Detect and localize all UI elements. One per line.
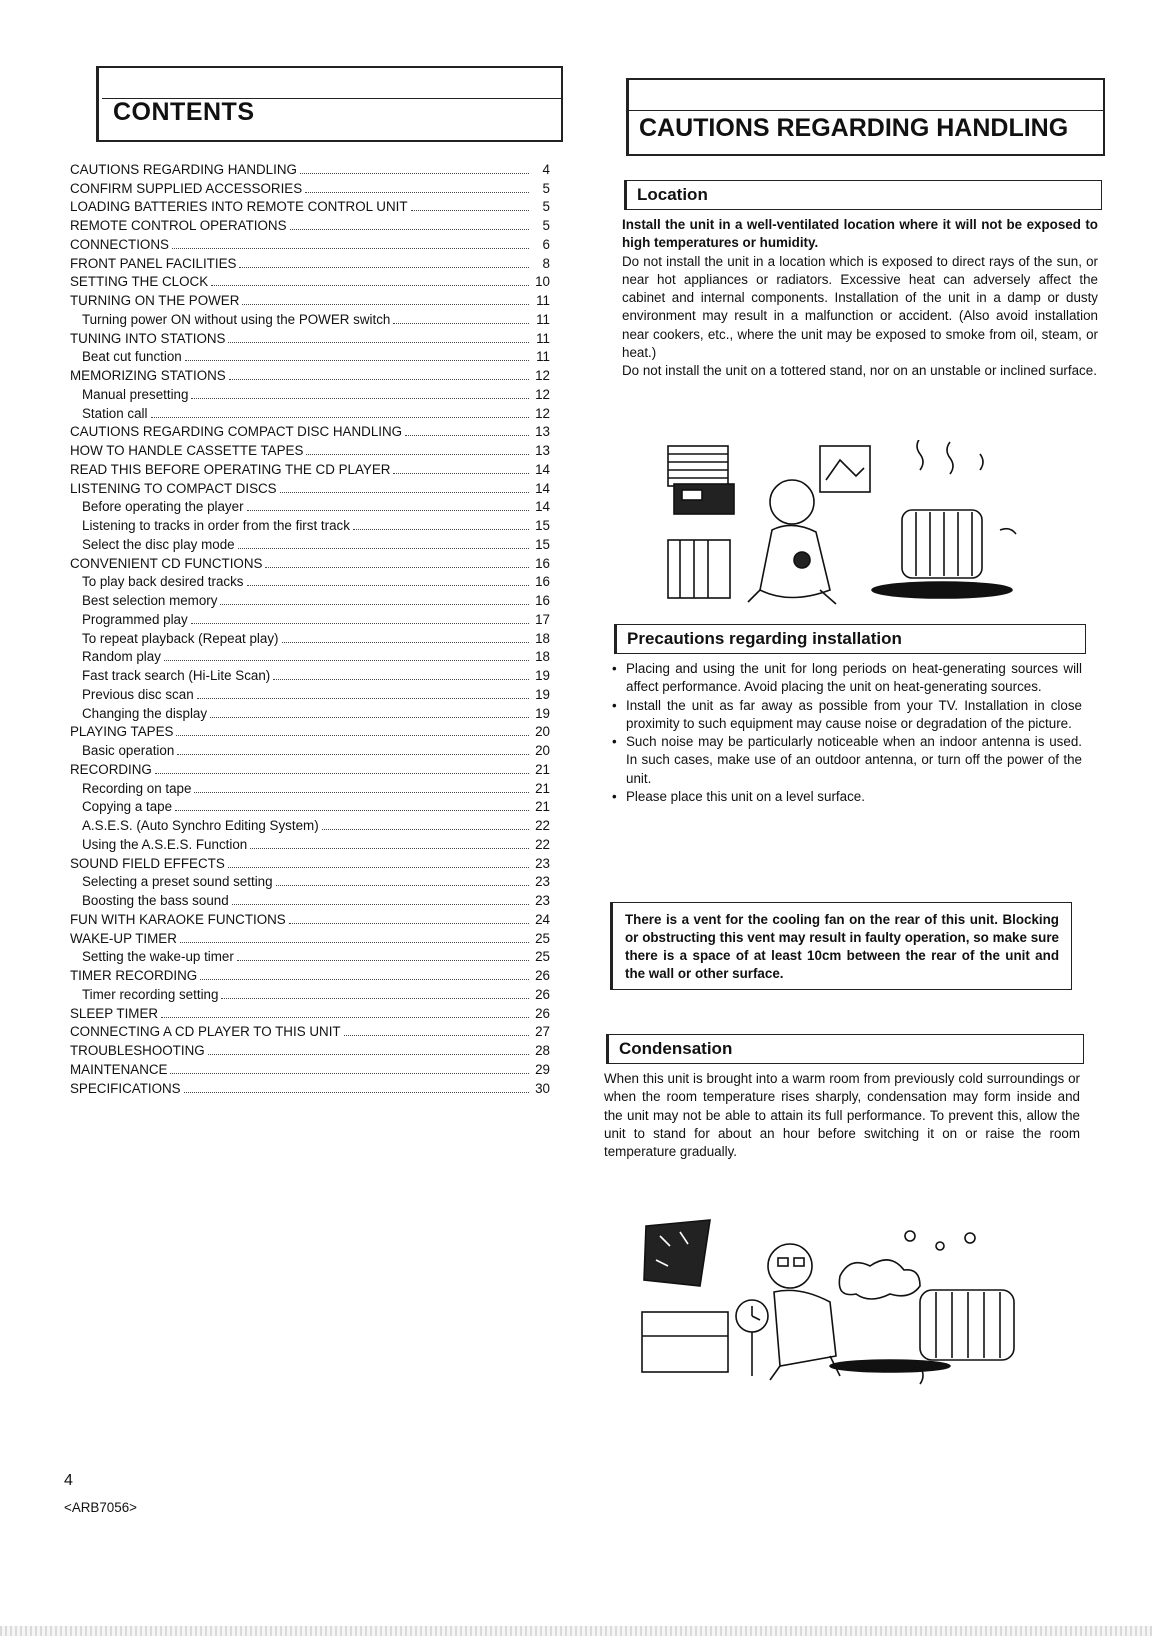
toc-entry-title: Using the A.S.E.S. Function <box>82 836 248 852</box>
toc-leader-dots <box>305 192 529 193</box>
toc-leader-dots <box>161 1017 529 1018</box>
toc-subentry <box>70 985 550 1004</box>
vent-warning-box: There is a vent for the cooling fan on the rear of this unit. Blocking or obstructing this vent may result in faulty operation, so make sure there is a space of at least 10cm between the rear of the unit and the wall or other surface. <box>610 902 1072 990</box>
toc-leader-dots <box>265 567 529 568</box>
toc-page-number: 21 <box>535 780 550 796</box>
toc-entry <box>70 460 550 479</box>
toc-page-number: 16 <box>535 555 550 571</box>
toc-leader-dots <box>228 342 529 343</box>
toc-page-number: 11 <box>536 311 550 327</box>
toc-entry-title: TUNING INTO STATIONS <box>70 330 226 346</box>
toc-leader-dots <box>353 529 529 530</box>
toc-entry-title: A.S.E.S. (Auto Synchro Editing System) <box>82 818 319 833</box>
toc-leader-dots <box>250 848 529 849</box>
toc-entry-title: Boosting the bass sound <box>82 893 229 908</box>
toc-leader-dots <box>405 435 529 436</box>
toc-subentry <box>70 666 550 685</box>
toc-page-number: 26 <box>535 986 550 1002</box>
toc-leader-dots <box>393 323 529 324</box>
toc-page-number: 19 <box>535 705 550 721</box>
toc-leader-dots <box>197 698 529 699</box>
toc-leader-dots <box>393 473 529 474</box>
toc-leader-dots <box>322 829 529 830</box>
toc-entry-title: CAUTIONS REGARDING HANDLING <box>70 161 297 177</box>
toc-leader-dots <box>185 360 529 361</box>
toc-entry-title: Previous disc scan <box>82 686 194 702</box>
toc-page-number: 23 <box>535 893 550 908</box>
toc-leader-dots <box>276 885 529 886</box>
toc-leader-dots <box>184 1092 529 1093</box>
toc-leader-dots <box>238 548 529 549</box>
toc-entry-title: READ THIS BEFORE OPERATING THE CD PLAYER <box>70 461 391 477</box>
toc-page-number: 26 <box>535 968 550 983</box>
toc-page-number: 26 <box>535 1005 550 1021</box>
toc-entry-title: TURNING ON THE POWER <box>70 293 240 308</box>
toc-entry-title: LISTENING TO COMPACT DISCS <box>70 480 277 496</box>
toc-subentry <box>70 704 550 723</box>
character-head <box>770 480 814 524</box>
toc-leader-dots <box>191 398 529 399</box>
toc-leader-dots <box>164 660 529 661</box>
toc-entry <box>70 760 550 779</box>
toc-subentry <box>70 385 550 404</box>
installation-bullets <box>612 660 1082 806</box>
toc-page-number: 13 <box>535 443 550 458</box>
toc-leader-dots <box>247 585 529 586</box>
toc-entry-title: MEMORIZING STATIONS <box>70 368 226 383</box>
toc-leader-dots <box>282 642 529 643</box>
toc-entry-title: FUN WITH KARAOKE FUNCTIONS <box>70 911 286 927</box>
toc-subentry <box>70 573 550 592</box>
toc-leader-dots <box>191 623 529 624</box>
toc-page-number: 5 <box>542 218 550 233</box>
toc-leader-dots <box>175 810 529 811</box>
toc-entry-title: Fast track search (Hi-Lite Scan) <box>82 668 271 683</box>
toc-leader-dots <box>208 1054 529 1055</box>
toc-entry <box>70 441 550 460</box>
toc-subentry <box>70 310 550 329</box>
cold-window <box>644 1220 710 1286</box>
toc-entry <box>70 1023 550 1042</box>
condensation-heading: Condensation <box>619 1039 733 1058</box>
toc-leader-dots <box>306 454 529 455</box>
contents-title: CONTENTS <box>113 98 255 126</box>
toc-leader-dots <box>200 979 529 980</box>
toc-subentry <box>70 516 550 535</box>
toc-subentry <box>70 629 550 648</box>
toc-leader-dots <box>344 1035 529 1036</box>
toc-entry <box>70 1079 550 1098</box>
toc-leader-dots <box>411 210 529 211</box>
table <box>642 1312 728 1372</box>
toc-entry-title: Basic operation <box>82 743 175 758</box>
toc-leader-dots <box>155 773 529 774</box>
toc-subentry <box>70 779 550 798</box>
toc-entry <box>70 273 550 292</box>
toc-page-number: 10 <box>535 274 550 290</box>
toc-leader-dots <box>290 229 530 230</box>
toc-entry-title: HOW TO HANDLE CASSETTE TAPES <box>70 443 304 458</box>
toc-leader-dots <box>239 267 529 268</box>
toc-subentry <box>70 835 550 854</box>
toc-entry-title: MAINTENANCE <box>70 1061 168 1077</box>
toc-page-number: 18 <box>535 630 550 646</box>
condensation-illustration <box>640 1216 1030 1386</box>
toc-entry <box>70 235 550 254</box>
toc-leader-dots <box>170 1073 529 1074</box>
toc-entry <box>70 423 550 442</box>
toc-leader-dots <box>176 735 529 736</box>
character-head <box>768 1244 812 1288</box>
toc-leader-dots <box>177 754 529 755</box>
installation-bullet-1: • Placing and using the unit for long periods on heat-generating sources will affect performance. Avoid placing the unit on heat-generating sources. <box>612 660 1082 697</box>
toc-entry-title: Best selection memory <box>82 593 218 608</box>
toc-page-number: 20 <box>535 724 550 740</box>
toc-entry-title: LOADING BATTERIES INTO REMOTE CONTROL UNIT <box>70 199 408 215</box>
hot-location-illustration <box>660 440 1030 610</box>
toc-entry <box>70 179 550 198</box>
toc-entry <box>70 160 550 179</box>
location-bold-text: Install the unit in a well-ventilated location where it will not be exposed to high temperatures or humidity. <box>622 217 1098 251</box>
location-body-1: Do not install the unit in a location which is exposed to direct rays of the sun, or near hot appliances or radiators. Excessive heat can adversely affect the cabinet and internal components. Installation of the unit in a damp or dusty environment may result in a malfunction or accident. (Also avoid installation near cookers, etc., where the unit may be exposed to smoke from oil, steam, or heat.) <box>622 253 1098 361</box>
toc-page-number: 15 <box>535 536 550 552</box>
toc-entry <box>70 966 550 985</box>
heater <box>902 510 982 578</box>
toc-entry-title: Station call <box>82 405 148 421</box>
toc-entry-title: Recording on tape <box>82 780 192 796</box>
toc-page-number: 17 <box>535 611 550 627</box>
toc-page-number: 5 <box>542 199 550 215</box>
toc-leader-dots <box>247 510 529 511</box>
toc-leader-dots <box>289 923 529 924</box>
toc-leader-dots <box>232 904 529 905</box>
toc-subentry <box>70 948 550 967</box>
installation-heading-box <box>614 624 1086 654</box>
installation-bullet-2: • Install the unit as far away as possible from your TV. Installation in close proximity to such equipment may cause noise or degradation of the picture. <box>612 697 1082 734</box>
cautions-header-rule <box>629 110 1103 111</box>
toc-leader-dots <box>172 248 529 249</box>
toc-leader-dots <box>229 379 529 380</box>
toc-leader-dots <box>228 867 529 868</box>
condensation-text: When this unit is brought into a warm room from previously cold surroundings or when the room temperature rises sharply, condensation may form inside and the unit may not be able to attain its full performance. To prevent this, allow the unit to stand for about an hour before switching it on or raise the room temperature gradually. <box>604 1071 1080 1160</box>
toc-leader-dots <box>273 679 529 680</box>
toc-entry <box>70 910 550 929</box>
location-body-2: Do not install the unit on a tottered stand, nor on an unstable or inclined surface. <box>622 363 1097 379</box>
toc-leader-dots <box>221 998 529 999</box>
toc-page-number: 8 <box>542 255 550 271</box>
toc-leader-dots <box>211 285 529 286</box>
toc-leader-dots <box>194 792 529 793</box>
toc-page-number: 29 <box>535 1061 550 1077</box>
toc-leader-dots <box>151 417 529 418</box>
toc-page-number: 11 <box>536 293 550 308</box>
toc-page-number: 6 <box>542 236 550 252</box>
toc-entry-title: REMOTE CONTROL OPERATIONS <box>70 218 287 233</box>
scan-edge-band <box>0 1626 1152 1636</box>
toc-page-number: 25 <box>535 949 550 965</box>
toc-leader-dots <box>220 604 529 605</box>
toc-leader-dots <box>180 942 529 943</box>
toc-page-number: 13 <box>535 424 550 440</box>
toc-leader-dots <box>300 173 529 174</box>
toc-entry-title: Selecting a preset sound setting <box>82 874 273 890</box>
toc-entry <box>70 1060 550 1079</box>
toc-entry <box>70 198 550 217</box>
toc-subentry <box>70 816 550 835</box>
toc-entry-title: SETTING THE CLOCK <box>70 274 209 290</box>
toc-entry-title: Random play <box>82 649 161 665</box>
toc-page-number: 22 <box>535 818 550 833</box>
toc-entry-title: Changing the display <box>82 705 208 721</box>
stand <box>668 540 730 598</box>
toc-subentry <box>70 891 550 910</box>
toc-entry-title: To play back desired tracks <box>82 574 244 590</box>
toc-page-number: 19 <box>535 668 550 683</box>
toc-page-number: 11 <box>536 330 550 346</box>
cautions-header-box <box>626 78 1105 156</box>
toc-page-number: 14 <box>535 480 550 496</box>
toc-page-number: 30 <box>535 1080 550 1096</box>
toc-entry <box>70 366 550 385</box>
toc-entry <box>70 1004 550 1023</box>
toc-page-number: 14 <box>535 499 550 515</box>
toc-entry-title: SOUND FIELD EFFECTS <box>70 855 225 871</box>
toc-entry-title: CONNECTIONS <box>70 236 169 252</box>
toc-subentry <box>70 685 550 704</box>
toc-entry-title: PLAYING TAPES <box>70 724 174 740</box>
toc-page-number: 23 <box>535 855 550 871</box>
toc-entry <box>70 254 550 273</box>
toc-entry-title: RECORDING <box>70 761 152 777</box>
toc-page-number: 12 <box>535 386 550 402</box>
toc-subentry <box>70 535 550 554</box>
toc-page-number: 20 <box>535 743 550 758</box>
toc-page-number: 24 <box>535 911 550 927</box>
installation-bullet-3: • Such noise may be particularly noticeable when an indoor antenna is used. In such cases, make use of an outdoor antenna, or turn off the power of the unit. <box>612 733 1082 788</box>
installation-heading: Precautions regarding installation <box>627 629 902 648</box>
toc-leader-dots <box>280 492 529 493</box>
toc-entry-title: Manual presetting <box>82 386 189 402</box>
toc-page-number: 22 <box>535 836 550 852</box>
toc-page-number: 21 <box>535 761 550 777</box>
toc-entry-title: SPECIFICATIONS <box>70 1080 181 1096</box>
toc-entry <box>70 216 550 235</box>
toc-entry-title: Select the disc play mode <box>82 536 235 552</box>
toc-page-number: 23 <box>535 874 550 890</box>
toc-entry-title: WAKE-UP TIMER <box>70 930 177 946</box>
toc-entry <box>70 329 550 348</box>
toc-subentry <box>70 610 550 629</box>
toc-entry-title: Before operating the player <box>82 499 244 515</box>
toc-entry-title: Timer recording setting <box>82 986 219 1002</box>
toc-subentry <box>70 798 550 817</box>
condensation-heading-box <box>606 1034 1084 1064</box>
toc-entry-title: CONVENIENT CD FUNCTIONS <box>70 555 263 571</box>
toc-entry <box>70 723 550 742</box>
toc-entry <box>70 854 550 873</box>
toc-page-number: 28 <box>535 1043 550 1058</box>
page-number: 4 <box>64 1472 73 1489</box>
toc-entry <box>70 929 550 948</box>
toc-page-number: 21 <box>535 799 550 815</box>
toc-page-number: 25 <box>535 930 550 946</box>
toc-entry <box>70 479 550 498</box>
toc-page-number: 18 <box>535 649 550 665</box>
toc-page-number: 12 <box>535 405 550 421</box>
location-heading-box <box>624 180 1102 210</box>
table-of-contents <box>70 160 550 1098</box>
toc-entry-title: FRONT PANEL FACILITIES <box>70 255 237 271</box>
toc-page-number: 15 <box>535 518 550 533</box>
toc-entry <box>70 554 550 573</box>
toc-page-number: 27 <box>535 1024 550 1040</box>
contents-header-box <box>96 66 563 142</box>
toc-entry-title: Turning power ON without using the POWER switch <box>82 311 391 327</box>
toc-entry-title: TIMER RECORDING <box>70 968 198 983</box>
document-code: <ARB7056> <box>64 1500 137 1515</box>
toc-page-number: 16 <box>535 574 550 590</box>
toc-page-number: 11 <box>536 349 550 365</box>
toc-entry-title: Listening to tracks in order from the first track <box>82 518 350 533</box>
toc-subentry <box>70 873 550 892</box>
toc-entry-title: CONNECTING A CD PLAYER TO THIS UNIT <box>70 1024 341 1040</box>
toc-page-number: 14 <box>535 461 550 477</box>
toc-entry-title: CONFIRM SUPPLIED ACCESSORIES <box>70 180 303 196</box>
toc-subentry <box>70 648 550 667</box>
location-heading: Location <box>637 185 708 204</box>
toc-entry-title: Beat cut function <box>82 349 182 365</box>
toc-page-number: 19 <box>535 686 550 702</box>
toc-entry-title: SLEEP TIMER <box>70 1005 159 1021</box>
toc-subentry <box>70 348 550 367</box>
toc-entry-title: CAUTIONS REGARDING COMPACT DISC HANDLING <box>70 424 403 440</box>
toc-entry <box>70 291 550 310</box>
toc-entry-title: Setting the wake-up timer <box>82 949 234 965</box>
toc-subentry <box>70 404 550 423</box>
toc-leader-dots <box>237 960 529 961</box>
toc-entry <box>70 1041 550 1060</box>
toc-leader-dots <box>242 304 529 305</box>
toc-leader-dots <box>210 717 529 718</box>
toc-subentry <box>70 741 550 760</box>
toc-page-number: 5 <box>542 180 550 196</box>
toc-page-number: 12 <box>535 368 550 383</box>
toc-entry-title: Copying a tape <box>82 799 173 815</box>
toc-entry-title: TROUBLESHOOTING <box>70 1043 205 1058</box>
toc-entry-title: Programmed play <box>82 611 188 627</box>
window-blinds <box>668 446 728 486</box>
cautions-title: CAUTIONS REGARDING HANDLING <box>639 114 1069 142</box>
toc-page-number: 16 <box>535 593 550 608</box>
toc-subentry <box>70 591 550 610</box>
installation-bullet-4: • Please place this unit on a level surface. <box>612 788 1082 806</box>
steam-cloud <box>839 1260 920 1299</box>
location-text <box>622 216 1098 381</box>
toc-subentry <box>70 498 550 517</box>
toc-entry-title: To repeat playback (Repeat play) <box>82 630 279 646</box>
toc-page-number: 4 <box>542 161 550 177</box>
